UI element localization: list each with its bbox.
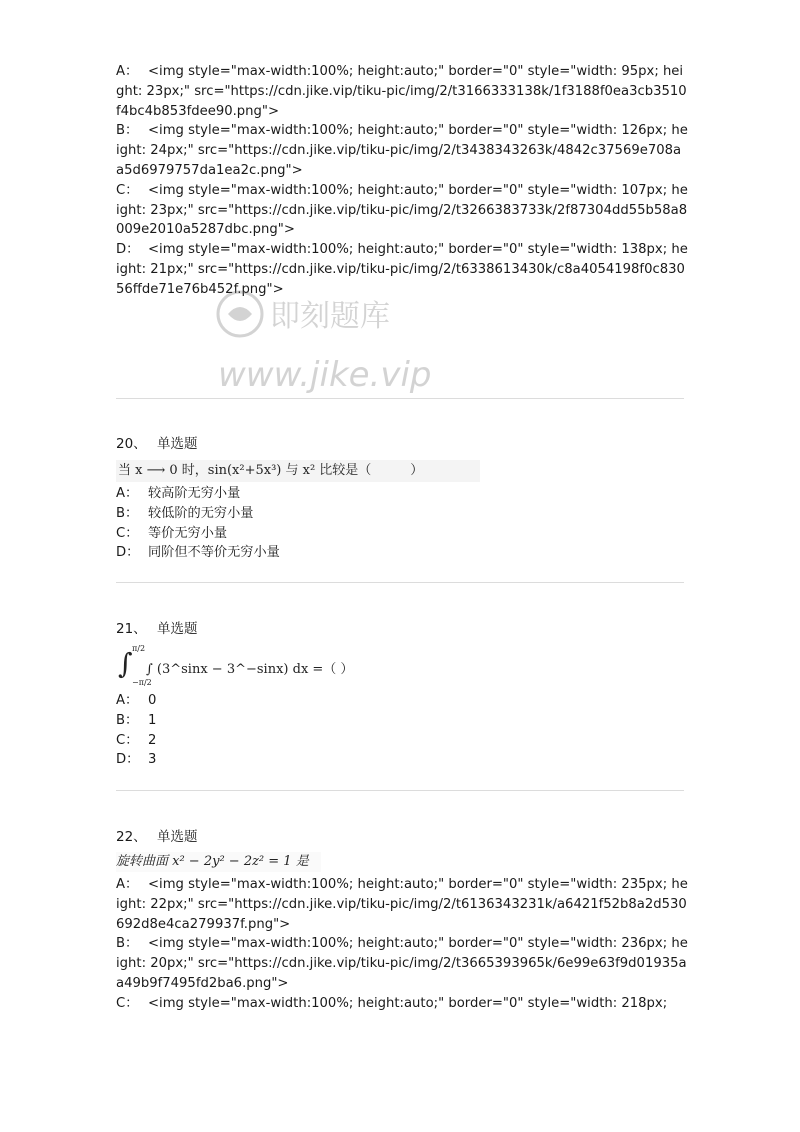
divider <box>116 398 684 399</box>
q20-option-b: B： 较低阶的无穷小量 <box>116 505 254 521</box>
q20-type: 单选题 <box>156 436 198 452</box>
q21-number: 21、 <box>116 621 147 637</box>
q22-stem-image: 旋转曲面 x² − 2y² − 2z² = 1 是 <box>116 852 321 872</box>
q22-option-c: C： <img style="max-width:100%; height:auto;" border="0" style="width: 218px; <box>116 995 668 1011</box>
q20-options <box>116 484 688 563</box>
q22-header <box>116 827 688 847</box>
q22-options <box>116 875 688 1014</box>
q19-option-a: A： <img style="max-width:100%; height:auto;" border="0" style="width: 95px; height: 23px;" src="https://cdn.jike.vip/tiku-pic/img/2/t3166333138k/1f3188f0ea3cb3510f4bc4b853fdee90.png"> <box>116 64 687 119</box>
watermark-brand: 即刻题库 <box>270 299 390 334</box>
q21-option-b: B： 1 <box>116 712 157 728</box>
watermark-url: www.jike.vip <box>218 355 432 395</box>
q20-header <box>116 434 688 454</box>
q21-option-c: C： 2 <box>116 732 157 748</box>
q21-options <box>116 691 688 770</box>
q20-option-d: D： 同阶但不等价无穷小量 <box>116 545 280 561</box>
q19-option-b: B： <img style="max-width:100%; height:auto;" border="0" style="width: 126px; height: 24px;" src="https://cdn.jike.vip/tiku-pic/img/2/t3438343263k/4842c37569e708aa5d6979757da1ea2c.png"> <box>116 123 688 178</box>
q22-option-b: B： <img style="max-width:100%; height:auto;" border="0" style="width: 236px; height: 20px;" src="https://cdn.jike.vip/tiku-pic/img/2/t3665393965k/6e99e63f9d01935aa49b9f7495fd2ba6.png"> <box>116 936 688 991</box>
divider <box>116 790 684 791</box>
q19-option-c: C： <img style="max-width:100%; height:auto;" border="0" style="width: 107px; height: 23px;" src="https://cdn.jike.vip/tiku-pic/img/2/t3266383733k/2f87304dd55b58a8009e2010a5287dbc.png"> <box>116 182 688 238</box>
q19-options <box>116 62 688 300</box>
watermark-icon-shape <box>228 307 252 321</box>
q21-option-d: D： 3 <box>116 752 157 768</box>
q22-option-a: A： <img style="max-width:100%; height:auto;" border="0" style="width: 235px; height: 22px;" src="https://cdn.jike.vip/tiku-pic/img/2/t6136343231k/a6421f52b8a2d530692d8e4ca279937f.png"> <box>116 877 688 932</box>
q20-option-c: C： 等价无穷小量 <box>116 525 228 541</box>
q21-option-a: A： 0 <box>116 693 157 708</box>
q21-header <box>116 619 688 639</box>
watermark-logo <box>212 282 432 422</box>
q21-stem-image: ∫ π/2 −π/2 ∫ (3^sinx − 3^−sinx) dx =（ ） <box>118 644 354 687</box>
q21-type: 单选题 <box>156 621 198 637</box>
q19-option-d: D： <img style="max-width:100%; height:auto;" border="0" style="width: 138px; height: 21px;" src="https://cdn.jike.vip/tiku-pic/img/2/t6338613430k/c8a4054198f0c83056ffde71e76b452f.png"> <box>116 242 688 297</box>
q20-number: 20、 <box>116 436 147 452</box>
q22-type: 单选题 <box>156 829 198 845</box>
divider <box>116 582 684 583</box>
q20-option-a: A： 较高阶无穷小量 <box>116 486 241 501</box>
integral-sign: ∫ <box>118 647 133 680</box>
q20-stem-image: 当 x ⟶ 0 时，sin(x²+5x³) 与 x² 比较是（ ） <box>116 460 480 482</box>
q22-number: 22、 <box>116 829 147 845</box>
